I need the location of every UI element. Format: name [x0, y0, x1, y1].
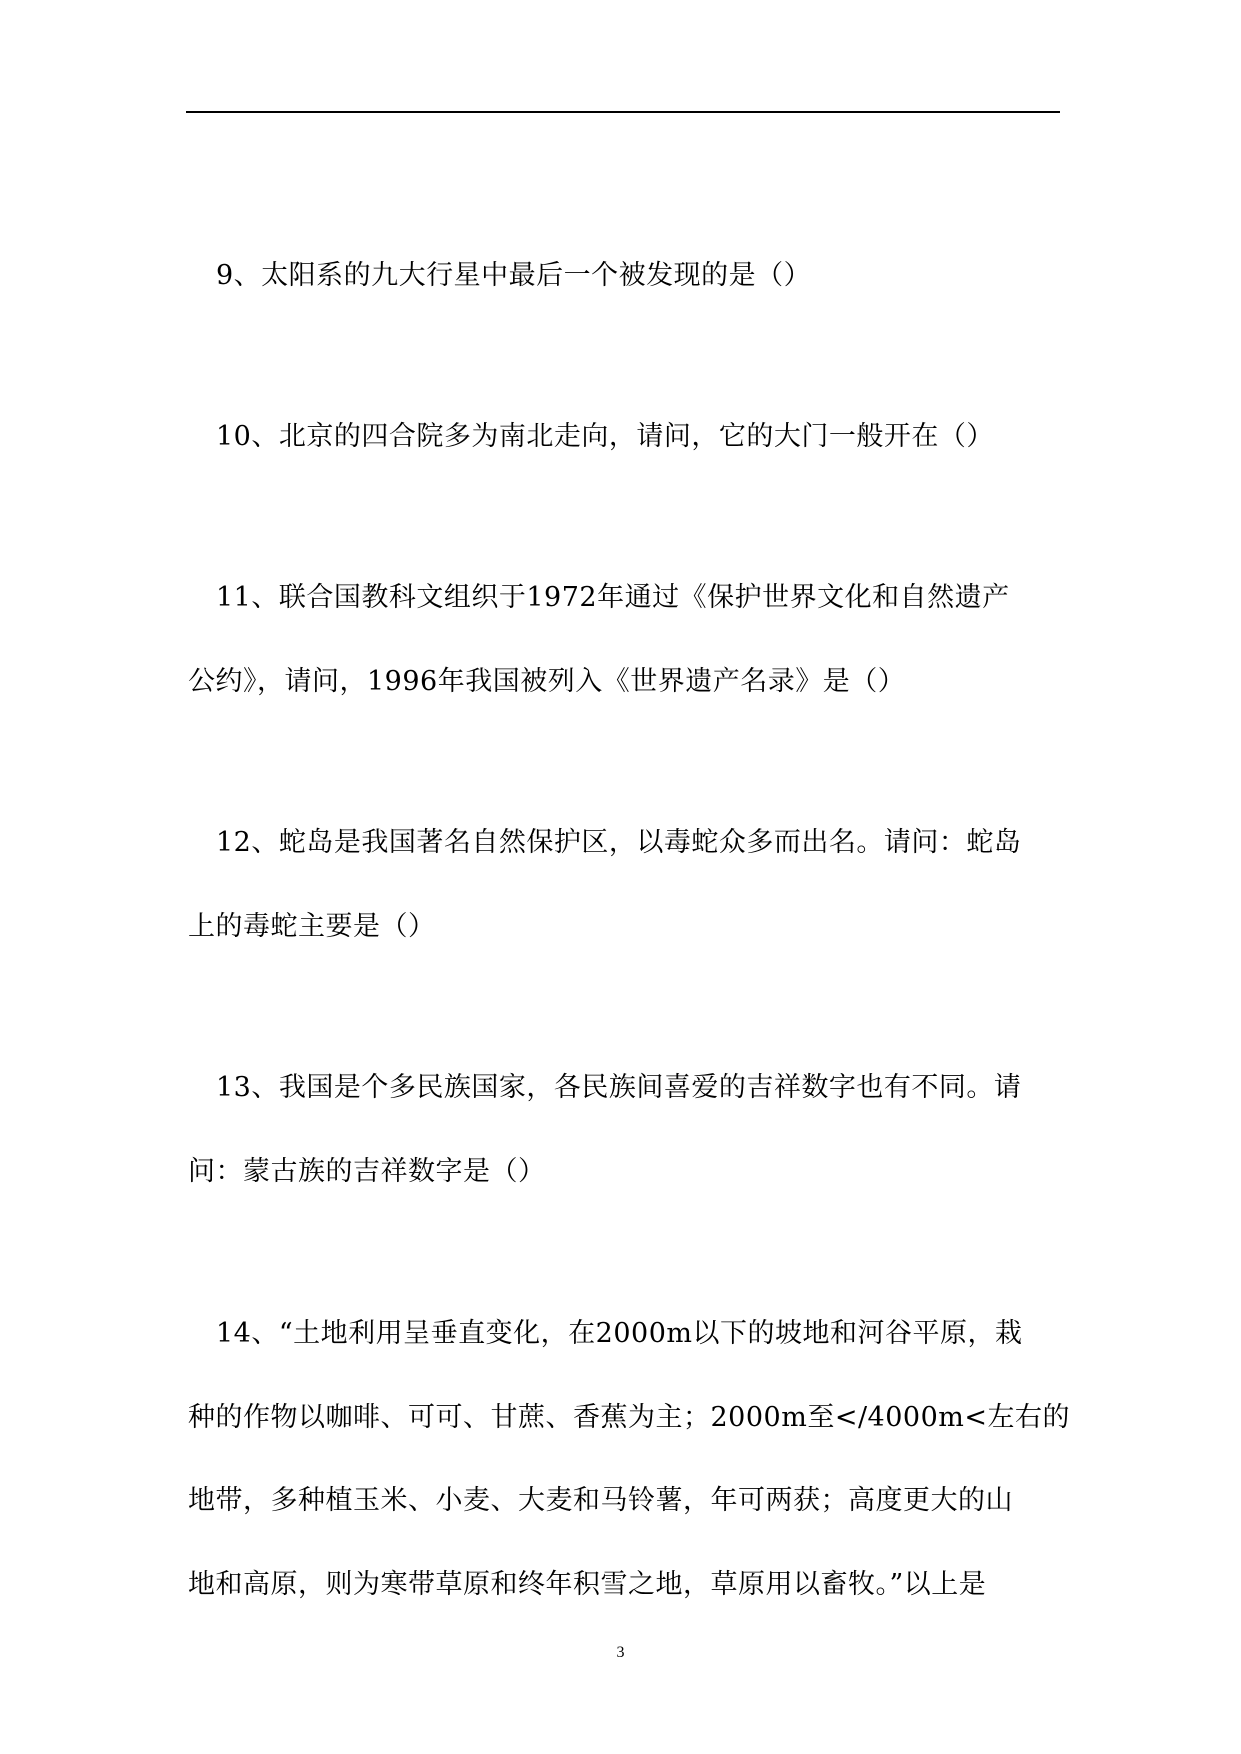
question-13-line-1: 13、我国是个多民族国家，各民族间喜爱的吉祥数字也有不同。请: [216, 1072, 1022, 1103]
question-10-line-1: 10、北京的四合院多为南北走向，请问，它的大门一般开在（）: [216, 421, 994, 452]
question-12-line-1: 12、蛇岛是我国著名自然保护区，以毒蛇众多而出名。请问：蛇岛: [216, 827, 1022, 858]
question-11-line-2: 公约》，请问，1996年我国被列入《世界遗产名录》是（）: [188, 666, 906, 697]
question-14-line-1: 14、“土地利用呈垂直变化，在2000m以下的坡地和河谷平原，栽: [216, 1318, 1023, 1349]
question-11-line-1: 11、联合国教科文组织于1972年通过《保护世界文化和自然遗产: [216, 582, 1010, 613]
question-14-line-2: 种的作物以咖啡、可可、甘蔗、香蕉为主；2000m至</4000m<左右的: [188, 1402, 1070, 1433]
question-13-line-2: 问：蒙古族的吉祥数字是（）: [188, 1156, 546, 1187]
question-14-line-3: 地带，多种植玉米、小麦、大麦和马铃薯，年可两获；高度更大的山: [188, 1485, 1013, 1516]
page-number: 3: [616, 1644, 625, 1661]
question-9-line-1: 9、太阳系的九大行星中最后一个被发现的是（）: [216, 260, 812, 291]
question-14-line-4: 地和高原，则为寒带草原和终年积雪之地，草原用以畜牧。”以上是: [188, 1569, 987, 1600]
question-12-line-2: 上的毒蛇主要是（）: [188, 911, 436, 942]
header-rule: [186, 111, 1060, 113]
